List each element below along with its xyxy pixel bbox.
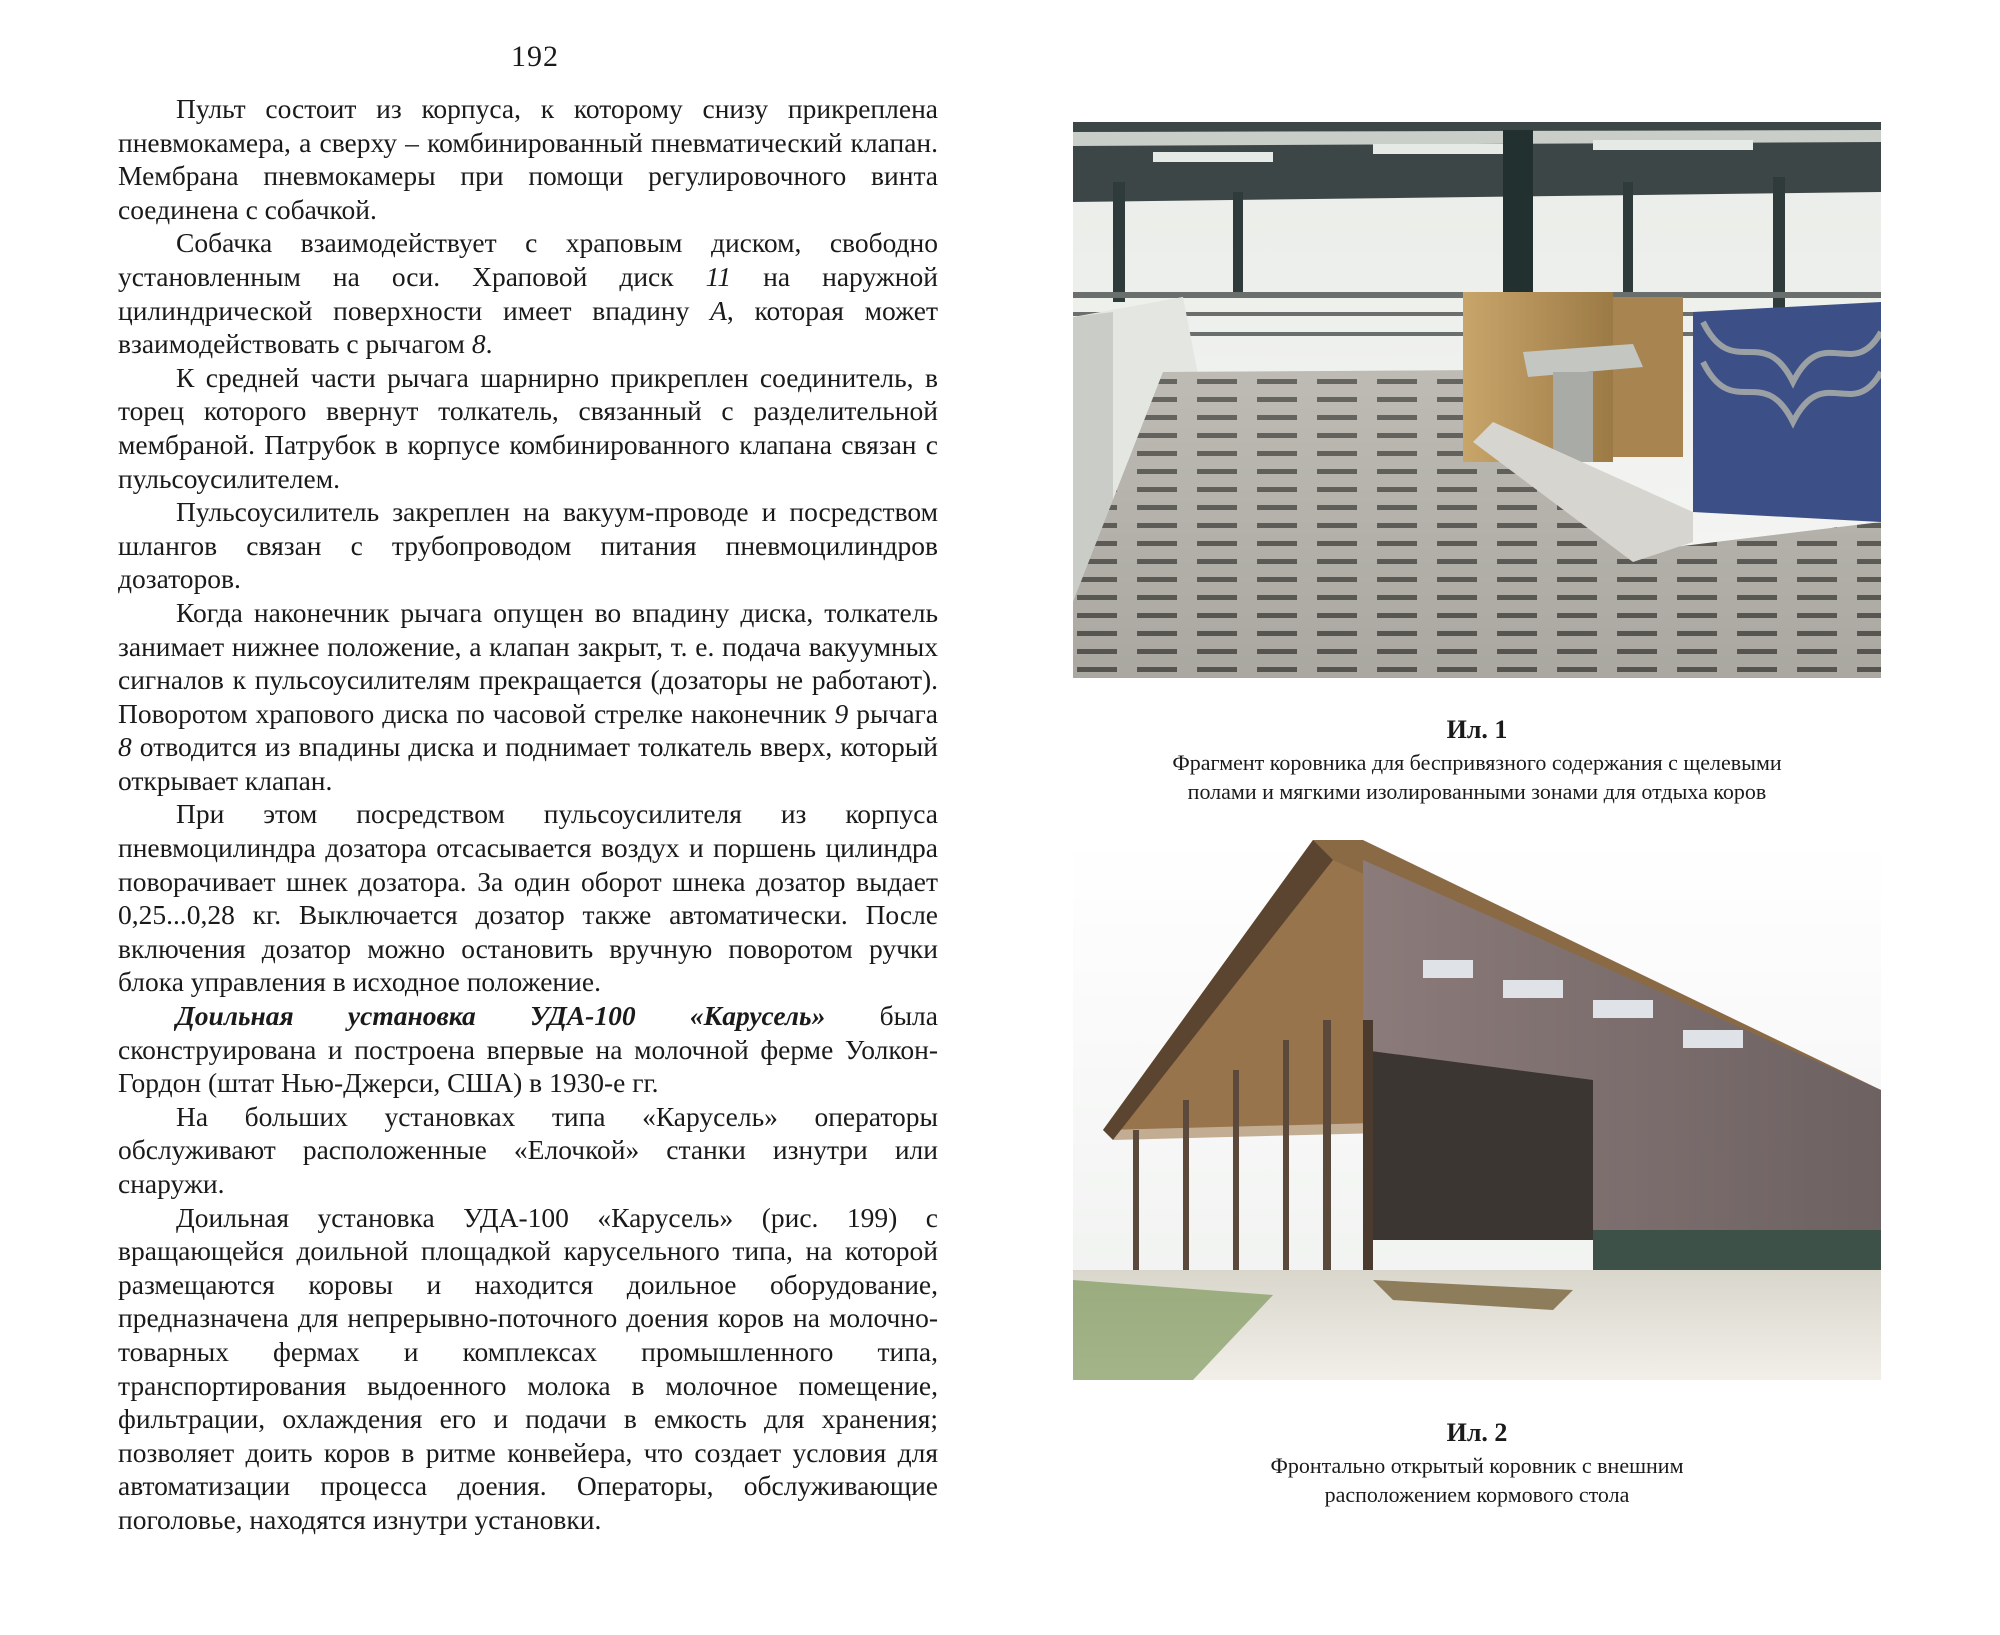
- caption-line: полами и мягкими изолированными зонами для отдыха коров: [1187, 779, 1767, 804]
- paragraph: Доильная установка УДА-100 «Карусель» была сконструирована и построена впервые на молочной ферме Уолкон-Гордон (штат Нью-Джерси, США) в 1930-е гг.: [118, 1000, 938, 1099]
- section-heading: Доильная установка УДА-100 «Карусель»: [176, 1000, 826, 1032]
- paragraph: На больших установках типа «Карусель» операторы обслуживают расположенные «Елочкой» станки изнутри или снаружи.: [118, 1100, 938, 1199]
- paragraph: Собачка взаимодействует с храповым диском, свободно установленным на оси. Храповой диск 11 на наружной цилиндрической поверхности имеет впадину А, которая может взаимодействовать с рычагом 8.: [118, 227, 938, 360]
- figure-label: Ил. 1: [1446, 715, 1508, 744]
- paragraph: Пульт состоит из корпуса, к которому снизу прикреплена пневмокамера, а сверху – комбинированный пневматический клапан. Мембрана пневмокамеры при помощи регулировочного винта соединена с собачкой.: [118, 93, 938, 225]
- paragraph: К средней части рычага шарнирно прикреплен соединитель, в торец которого ввернут толкатель, связанный с разделительной мембраной. Патрубок в корпусе комбинированного клапана связан с пульсоусилителем.: [118, 361, 938, 494]
- figure-1-barn-interior: [1073, 122, 1881, 678]
- ref-number: 8: [471, 328, 486, 360]
- figure-2-caption: [1073, 1418, 1881, 1509]
- ref-number: 9: [834, 697, 849, 729]
- caption-line: Фронтально открытый коровник с внешним: [1270, 1453, 1684, 1478]
- body-text-column: [118, 92, 938, 1537]
- ref-letter: А: [710, 294, 727, 326]
- barn-interior-photo: [1073, 122, 1881, 678]
- caption-line: Фрагмент коровника для беспривязного содержания с щелевыми: [1172, 750, 1782, 775]
- paragraph: Доильная установка УДА-100 «Карусель» (рис. 199) с вращающейся доильной площадкой карусельного типа, на которой размещаются коровы и находится доильное оборудование, предназначена для непрерывно-поточного доения коров на молочно-товарных фермах и комплексах промышленного типа, транспортирования выдоенного молока в молочное помещение, фильтрации, охлаждения его и подачи в емкость для хранения; позволяет доить коров в ритме конвейера, что создает условия для автоматизации процесса доения. Операторы, обслуживающие поголовье, находятся изнутри установки.: [118, 1201, 938, 1535]
- ref-number: 11: [705, 260, 732, 292]
- ref-number: 8: [118, 731, 132, 763]
- paragraph: Пульсоусилитель закреплен на вакуум-проводе и посредством шлангов связан с трубопроводом питания пневмоцилиндров дозаторов.: [118, 496, 938, 595]
- caption-line: расположением кормового стола: [1324, 1482, 1630, 1507]
- paragraph: Когда наконечник рычага опущен во впадину диска, толкатель занимает нижнее положение, а клапан закрыт, т. е. подача вакуумных сигналов к пульсоусилителям прекращается (дозаторы не работают). Поворотом храпового диска по часовой стрелке наконечник 9 рычага 8 отводится из впадины диска и поднимает толкатель вверх, который открывает клапан.: [118, 596, 939, 796]
- barn-exterior-photo: [1073, 840, 1881, 1380]
- figure-1-caption: [1073, 715, 1881, 806]
- paragraph: При этом посредством пульсоусилителя из корпуса пневмоцилиндра дозатора отсасывается воздух и поршень цилиндра поворачивает шнек дозатора. За один оборот шнека дозатор выдает 0,25...0,28 кг. Выключается дозатор также автоматически. После включения дозатор можно остановить вручную поворотом ручки блока управления в исходное положение.: [118, 798, 938, 998]
- figure-2-barn-exterior: [1073, 840, 1881, 1380]
- figure-label: Ил. 2: [1446, 1418, 1508, 1447]
- page-number: 192: [511, 40, 559, 73]
